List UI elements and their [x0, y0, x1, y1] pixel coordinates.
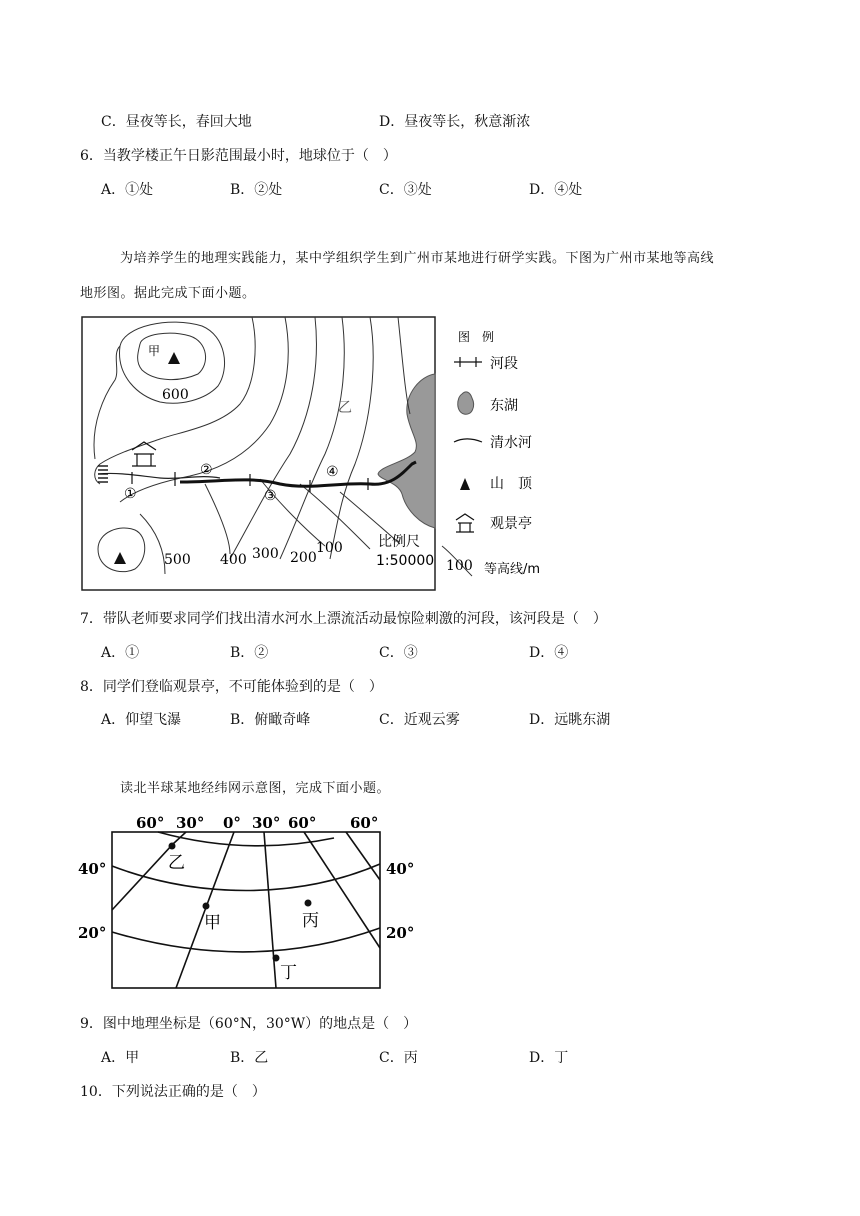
- q7-option-a: A．①: [101, 645, 140, 661]
- graticule-frame: [112, 832, 380, 988]
- contour-map-figure: [80, 314, 560, 594]
- intro1-line2: 地形图。据此完成下面小题。: [80, 286, 256, 301]
- q9-option-c: C．丙: [379, 1050, 418, 1066]
- q6-option-a: A．①处: [101, 182, 154, 198]
- right-label-40: 40°: [386, 860, 415, 878]
- legend-river-segment-icon: [454, 357, 482, 367]
- parallel-20: [112, 928, 380, 952]
- legend-title: 图 例: [458, 330, 495, 344]
- contour-line-a: [94, 346, 120, 459]
- point-ding: [273, 955, 280, 962]
- contour-label-200: 200: [290, 550, 317, 566]
- point-bing-label: 丙: [302, 911, 319, 931]
- point-jia-label: 甲: [204, 913, 221, 933]
- q9-option-a: A．甲: [101, 1050, 140, 1066]
- q8-stem: 8．同学们登临观景亭，不可能体验到的是（ ）: [80, 679, 383, 695]
- q8-option-d: D．远眺东湖: [529, 712, 611, 728]
- q9-option-b: B．乙: [230, 1050, 269, 1066]
- q8-option-a: A．仰望飞瀑: [101, 712, 182, 728]
- meridian-0: [264, 832, 276, 988]
- point-yi: [169, 843, 176, 850]
- legend-river-label: 清水河: [490, 435, 532, 451]
- intro2-line: 读北半球某地经纬网示意图，完成下面小题。: [120, 781, 391, 796]
- top-label-30e: 30°: [252, 814, 281, 832]
- contour-line-e: [280, 317, 344, 559]
- waterfall-marker: [98, 466, 108, 482]
- pavilion-icon: [132, 442, 156, 466]
- q9-stem: 9．图中地理坐标是（60°N，30°W）的地点是（ ）: [80, 1016, 418, 1032]
- q10-stem: 10．下列说法正确的是（ ）: [80, 1084, 266, 1100]
- top-label-60n: 60°: [350, 814, 379, 832]
- legend-contour-label: 等高线/m: [484, 562, 541, 577]
- q5-option-c: C．昼夜等长，春回大地: [101, 114, 252, 130]
- peak-jia-label: 甲: [148, 344, 161, 358]
- contour-lower-1: [140, 514, 165, 574]
- contour-lower-2: [205, 484, 230, 554]
- label-yi: 乙: [338, 400, 352, 416]
- graticule-figure: [76, 808, 426, 993]
- contour-label-500: 500: [164, 552, 191, 568]
- legend-pavilion-icon: [456, 514, 474, 532]
- segment-label-4: ④: [326, 464, 339, 480]
- point-ding-label: 丁: [280, 963, 297, 983]
- legend-lake-icon: [458, 392, 474, 414]
- peak-jia-icon: [168, 352, 180, 364]
- point-yi-label: 乙: [168, 853, 185, 873]
- top-label-60e: 60°: [288, 814, 317, 832]
- contour-label-100: 100: [316, 540, 343, 556]
- legend-river-segment-label: 河段: [490, 356, 518, 372]
- peak-sw-icon: [114, 552, 126, 564]
- contour-line-d: [230, 317, 316, 559]
- top-label-60w: 60°: [136, 814, 165, 832]
- q8-option-b: B．俯瞰奇峰: [230, 712, 311, 728]
- q6-stem: 6．当教学楼正午日影范围最小时，地球位于（ ）: [80, 148, 397, 164]
- contour-label-300: 300: [252, 546, 279, 562]
- q7-option-b: B．②: [230, 645, 269, 661]
- segment-label-3: ③: [264, 488, 277, 504]
- contour-sw-peak: [98, 528, 145, 572]
- q9-option-d: D．丁: [529, 1050, 569, 1066]
- right-label-20: 20°: [386, 924, 415, 942]
- top-label-30w: 30°: [176, 814, 205, 832]
- legend-lake-label: 东湖: [490, 398, 518, 414]
- legend-peak-icon: [460, 478, 470, 490]
- q5-option-d: D．昼夜等长，秋意渐浓: [379, 114, 531, 130]
- q8-option-c: C．近观云雾: [379, 712, 460, 728]
- q7-stem: 7．带队老师要求同学们找出清水河水上漂流活动最惊险刺激的河段，该河段是（ ）: [80, 611, 607, 627]
- legend-river-icon: [454, 439, 482, 442]
- legend-pavilion-label: 观景亭: [490, 516, 532, 532]
- contour-label-600: 600: [162, 387, 189, 403]
- left-label-40: 40°: [78, 860, 107, 878]
- scale-title: 比例尺: [378, 534, 420, 550]
- contour-label-400: 400: [220, 552, 247, 568]
- legend-peak-label: 山 顶: [490, 476, 532, 492]
- segment-label-1: ①: [124, 486, 137, 502]
- scale-value: 1:50000: [376, 553, 435, 569]
- q6-option-c: C．③处: [379, 182, 432, 198]
- legend-contour-value: 100: [446, 558, 473, 574]
- q7-option-c: C．③: [379, 645, 418, 661]
- point-jia: [203, 903, 210, 910]
- contour-line-f: [330, 317, 373, 559]
- segment-label-2: ②: [200, 462, 213, 478]
- q7-option-d: D．④: [529, 645, 569, 661]
- top-label-0: 0°: [223, 814, 241, 832]
- intro1-line1: 为培养学生的地理实践能力，某中学组织学生到广州市某地进行研学实践。下图为广州市某地等高线: [120, 251, 715, 266]
- q6-option-b: B．②处: [230, 182, 283, 198]
- meridian-60e: [346, 832, 380, 880]
- point-bing: [305, 900, 312, 907]
- left-label-20: 20°: [78, 924, 107, 942]
- q6-option-d: D．④处: [529, 182, 583, 198]
